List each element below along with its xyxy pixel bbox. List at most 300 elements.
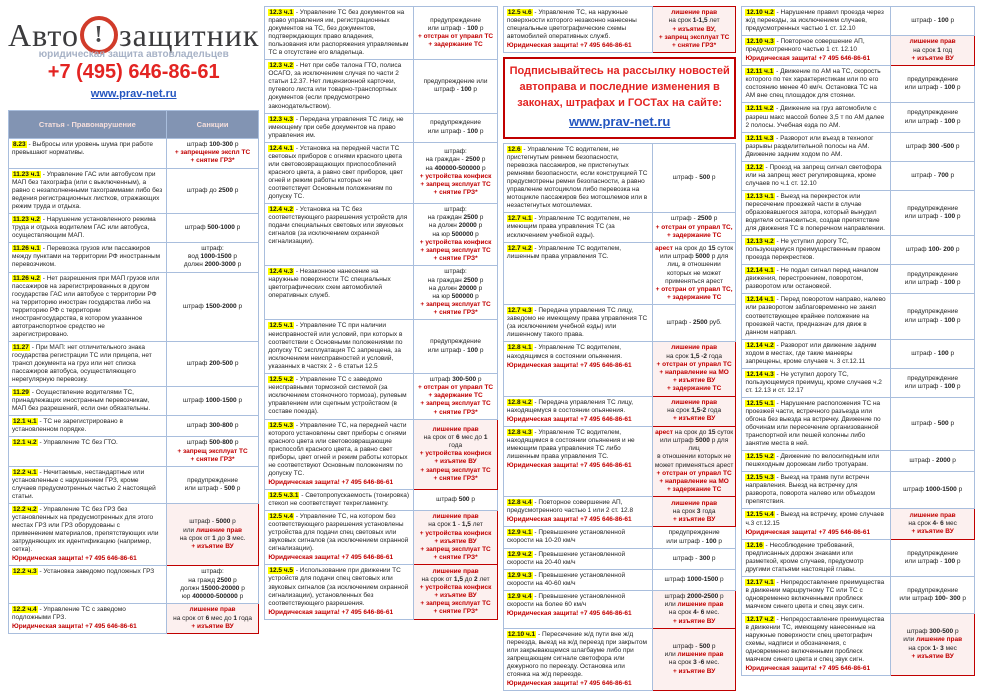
- sanction-line: или штраф - 100 р: [904, 213, 961, 220]
- violation-cell: 12.4 ч.2 - Установка на ТС без соответствующего разрешения устройств для подачи специальных световых или звуковых сигналов (за исключением охранной сигнализации).: [265, 204, 414, 266]
- sanction-cell: [414, 7, 498, 60]
- violation-cell: 12.14 ч.3 - Не уступил дорогу ТС, пользующемуся преимущ, кроме случаев ч.2 ст. 12.13 и ст. 12.17: [742, 368, 891, 397]
- sanction-cell: [414, 511, 498, 565]
- sanction-line: + задержание ТС: [428, 41, 483, 49]
- violation-cell: 12.5 ч.1 - Управление ТС при наличии неисправностей или условий, при которых в соответствии с Основными положениями по допуску ТС эксплуатация ТС запрещена, за исключением неисправностей и условий, указанных в частях 2 - 6 статьи 12.5: [265, 320, 414, 373]
- article-number: 12.15 ч.4: [746, 511, 774, 519]
- sanction-line: на срок 1,5 -2 года: [666, 352, 722, 360]
- sanction-line: на срок 1,5-2 года: [667, 407, 722, 415]
- violation-cell: 12.8 ч.3 - Управление ТС водителем, находящимся в состоянии опьянения и не имеющим права управления ТС либо лишенным права управления ТС. Юридическая защита! +7 495 646-86-61: [503, 426, 652, 497]
- sanction-cell: [414, 204, 498, 266]
- sanction-line: + снятие ГРЗ*: [433, 608, 478, 616]
- sanction-line: штраф - 500 р: [911, 419, 955, 427]
- article-number: 11.23 ч.1: [13, 170, 40, 178]
- sanction-line: в отношении которых не: [657, 453, 732, 461]
- sanction-cell: [891, 132, 975, 161]
- sanction-line: + запрещ эксплуат ТС: [420, 600, 491, 608]
- article-number: 12.2 ч.3: [13, 568, 37, 576]
- table-row: [265, 490, 498, 511]
- article-number: 12.5 ч.3.1: [269, 492, 299, 500]
- sanction-line: + изъятие ВУ: [911, 54, 954, 62]
- sanction-cell: [891, 161, 975, 190]
- article-number: 12.14 ч.1: [746, 296, 774, 304]
- sanction-line: на гражд 2500 р: [188, 576, 237, 584]
- fines-table-col3-top: [503, 6, 737, 53]
- sanction-cell: [166, 416, 259, 437]
- table-row: [503, 213, 736, 243]
- sanction-cell: [891, 339, 975, 368]
- table-row: [9, 242, 259, 272]
- sanction-line: + запрещ эксплуат ТС: [420, 301, 491, 309]
- table-row: [742, 397, 975, 450]
- sanction-line: предупреждение: [907, 586, 959, 594]
- legal-help-line: Юридическая защита! +7 495 646-86-61: [506, 610, 632, 618]
- sanction-line: штраф - 500 р: [672, 174, 716, 182]
- violation-cell: 12.15 ч.2 - Движение по велосипедным или пешеходным дорожкам либо тротуарам.: [742, 451, 891, 472]
- sanction-line: предупреждение: [907, 109, 959, 117]
- table-row: [503, 144, 736, 213]
- sanction-line: или штраф 100- 300 р: [899, 594, 966, 602]
- sanction-line: штраф - 2500 р: [670, 215, 718, 223]
- article-number: 12.10 ч.1: [507, 630, 536, 638]
- table-row: [265, 7, 498, 60]
- sanction-line: штраф:: [444, 206, 467, 214]
- table-row: [742, 509, 975, 539]
- sanction-line: или штраф - 100 р: [427, 127, 484, 135]
- sanction-line: или штраф 5000 р для лиц: [659, 436, 729, 453]
- sanction-cell: [891, 7, 975, 36]
- sanction-cell: [891, 265, 975, 294]
- sanction-line: на 400000-500000 р: [425, 164, 486, 172]
- article-number: 12.14 ч.1: [746, 267, 774, 275]
- column-header-article: Статья - Правонарушение: [9, 111, 167, 139]
- legal-help-line: Юридическая защита! +7 495 646-86-61: [12, 623, 137, 631]
- table-row: [742, 451, 975, 472]
- sanction-cell: [652, 7, 736, 53]
- fines-table-col2: [264, 6, 498, 620]
- sanction-line: или штраф - 100 р: [904, 279, 961, 287]
- sanction-line: + изъятие ВУ: [434, 458, 477, 466]
- sanction-line: + запрещ эксплуат ТС: [420, 545, 491, 553]
- violation-cell: 12.15 ч.3 - Выезд на трамв пути встречн направления. Выезд на встречку для разворота, поворота налево или объездом препятствия.: [742, 472, 891, 509]
- sanction-line: + отстран от управл ТС: [656, 469, 732, 477]
- fines-table: [264, 6, 498, 620]
- sanction-line: которых не может: [667, 269, 722, 277]
- article-number: 12.7 ч.3: [507, 307, 532, 315]
- article-number: 12.11 ч.2: [746, 105, 774, 113]
- article-number: 11.29: [13, 389, 29, 397]
- sanction-cell: [166, 387, 259, 416]
- sanction-cell: [166, 139, 259, 169]
- sanction-line: + изъятие ВУ: [672, 667, 716, 675]
- sanction-line: штраф - 100 р: [911, 16, 955, 24]
- sanction-cell: [166, 466, 259, 503]
- violation-cell: 11.29 - Осуществление водителями ТС, принадлежащих иностранным перевозчикам, МАП без разрешений, если они обязательны.: [9, 387, 167, 416]
- sanction-cell: [652, 497, 736, 527]
- article-number: 12.1 ч.1: [13, 418, 37, 426]
- sanction-line: + запрещ эксплуат ТС: [658, 33, 730, 41]
- newsletter-promo-link[interactable]: www.prav-net.ru: [568, 114, 671, 130]
- sanction-line: штраф - 100 р: [911, 349, 955, 357]
- sanction-line: + снятие ГРЗ*: [433, 309, 478, 317]
- sanction-line: лишение прав: [671, 398, 718, 406]
- table-row: [503, 497, 736, 527]
- table-row: [265, 60, 498, 113]
- legal-help-line: Юридическая защита! +7 495 646-86-61: [745, 665, 871, 673]
- sanction-line: или лишение прав: [903, 636, 963, 644]
- sanction-line: + запрещ эксплуат ТС: [420, 400, 491, 408]
- table-row: [503, 342, 736, 396]
- violation-cell: 12.17 ч.2 - Непредоставление преимущества в движении ТС, имеющему нанесенные на наружные поверхности спец цветографич схемы, надписи и обозначения, с одновременно включенными проблеск маячком синего цвета и спец звук сигн. Юридическая защита! +7 495 646-86-61: [742, 614, 891, 676]
- sanction-cell: [891, 236, 975, 265]
- violation-cell: 12.7 ч.1 - Управление ТС водителем, не имеющим права управления ТС (за исключением учебной езды).: [503, 213, 652, 243]
- sanction-line: + изъятие ВУ: [191, 542, 234, 550]
- violation-cell: 12.2 ч.1 - Нечитаемые, нестандартные или установленные с нарушением ГРЗ, кроме случаев предусмотренных частью 2 настоящей статьи.: [9, 466, 167, 503]
- table-row: [742, 66, 975, 103]
- table-row: [9, 604, 259, 634]
- article-number: 12.8 ч.3: [507, 428, 532, 436]
- newsletter-promo-text: Подписывайтесь на рассылку новостей автоправа и последние изменения в законах, штрафах и ГОСТах на сайте:: [509, 65, 730, 110]
- sanction-line: или штраф - 100 р: [427, 24, 484, 32]
- sanction-line: или лишение прав: [183, 526, 242, 534]
- sanction-line: + изъятие ВУ: [672, 377, 716, 385]
- sanction-line: арест на срок до 15 суток: [655, 428, 734, 436]
- sanction-line: штраф 300-800 р: [186, 422, 239, 430]
- violation-cell: 12.2 ч.3 - Установка заведомо подложных ГРЗ: [9, 566, 167, 604]
- sanction-line: + снятие ГРЗ*: [190, 157, 235, 165]
- violation-cell: 12.5 ч.3 - Управление ТС, на передней части которого установлены свет приборы с огнями красного цвета или световозвращающие приспособл красного цвета, а равно свет приборы, цвет огней и режим работы которых не соответствуют Основным положениям по допуску ТС. Юридическая защита! +7 495 646-86-61: [265, 419, 414, 489]
- sanction-line: предупреждение: [430, 16, 482, 24]
- table-row: [9, 341, 259, 386]
- sanction-line: + изъятие ВУ: [672, 415, 716, 423]
- sanction-line: + снятие ГРЗ*: [672, 41, 717, 49]
- violation-cell: 12.5 ч.6 - Управление ТС, на наружные поверхности которого незаконно нанесены специальные цветографические схемы автомобилей оперативных служб. Юридическая защита! +7 495 646-86-61: [503, 7, 652, 53]
- article-number: 12.1 ч.2: [13, 439, 37, 447]
- violation-cell: 12.9 ч.3 - Превышение установленной скорости на 40-60 км/ч: [503, 569, 652, 590]
- article-number: 12.14 ч.3: [746, 370, 774, 378]
- sanction-line: предупреждение: [430, 338, 482, 346]
- violation-cell: 12.2 ч.2 - Управление ТС без ГРЗ без установленных на предусмотренных для этого местах ГРЗ или ГРЗ оборудованы с применением материалов, препятствующих или затрудняющих их идентификацию (например, сетка). Юридическая защита! +7 495 646-86-61: [9, 504, 167, 566]
- sanction-line: на срок от 6 мес до 1 года: [423, 433, 488, 450]
- sanction-line: штраф до 2500 р: [186, 186, 239, 194]
- sanction-line: на срок 3 -6 мес.: [668, 659, 720, 667]
- legal-help-line: Юридическая защита! +7 495 646-86-61: [506, 679, 632, 687]
- sanction-line: на срок от 1,5 до 2 лет: [421, 575, 490, 583]
- phone-number: +7 (495) 646-86-61: [47, 61, 220, 83]
- violation-cell: 12.11 ч.1 - Движение по АМ на ТС, скорость которого по тех характеристикам или по его состоянию менее 40 км/ч. Остановка ТС на АМ вне спец площадок для стоянки.: [742, 66, 891, 103]
- violation-cell: 12.12 - Проезд на запрещ сигнал светофора или на запрещ жест регулировщика, кроме случаев по ч.1 ст. 12.10: [742, 161, 891, 190]
- table-row: [503, 548, 736, 569]
- fines-table: [503, 143, 737, 691]
- table-row: [9, 272, 259, 341]
- sanction-line: + устройства конфиск: [419, 450, 492, 458]
- violation-cell: 12.11 ч.3 - Разворот или въезд в технолог разрывы разделительной полосы на АМ. Движение задним ходом по АМ.: [742, 132, 891, 161]
- violation-cell: 12.6 - Управление ТС водителем, не пристегнутым ремнем безопасности, перевозка пассажиров, не пристегнутых ремнями безопасности, если конструкцией ТС предусмотрены ремни безопасности, а равно управление мотоциклом либо перевозка на мотоцикле пассажиров без мотошлемов или в незастегнутых мотошлемах.: [503, 144, 652, 213]
- sanction-line: предупреждение: [907, 549, 959, 557]
- violation-cell: 12.7 ч.3 - Передача управления ТС лицу, заведомо не имеющему права управления ТС (за исключением учебной езды) или лишенному такого права.: [503, 305, 652, 342]
- violation-cell: 11.27 - При МАП: нет отличительного знака государства регистрации ТС или прицепа, нет трансп документа на груз или нет списка пассажиров автобуса, осуществляющего нерегулярную перевозку.: [9, 341, 167, 386]
- violation-cell: 12.4 ч.1 - Установка на передней части ТС световых приборов с огнями красного цвета или световозвращающих приспособлений красного цвета, а равно свет приборов, цвет огней и режим работы которых не соответствует Основным положениям по допуску ТС.: [265, 142, 414, 203]
- article-number: 12.8 ч.4: [507, 499, 532, 507]
- sanction-line: штраф 1500-2000 р: [182, 302, 243, 310]
- article-number: 12.5 ч.6: [507, 9, 532, 16]
- sanction-line: + задержание ТС: [428, 392, 483, 400]
- sanction-cell: [166, 272, 259, 341]
- violation-cell: 12.10 ч.1 - Пересечение ж/д пути вне ж/д переезда, выезд на ж/д переезд при закрытом или закрывающемся шлагбауме либо при запрещающем сигнале светофора или дежурного по переезду. Остановка или стоянка на ж/д переезде. Юридическая защита! +7 495 646-86-61: [503, 628, 652, 690]
- fines-table: [8, 110, 259, 634]
- sanction-line: штраф:: [444, 268, 467, 276]
- article-number: 12.5 ч.2: [269, 375, 294, 383]
- table-row: [265, 142, 498, 203]
- sanction-line: штраф 1000-1500 р: [903, 486, 963, 494]
- table-row: [503, 569, 736, 590]
- sanction-line: на граждан 2500 р: [427, 276, 484, 284]
- sanction-line: вод 1000-1500 р: [188, 253, 238, 261]
- violation-cell: 12.1 ч.2 - Управление ТС без ГТО.: [9, 437, 167, 467]
- article-number: 12.7 ч.2: [507, 244, 532, 252]
- table-row: [9, 437, 259, 467]
- violation-cell: 12.7 ч.2 - Управление ТС водителем, лишенным права управления ТС.: [503, 242, 652, 304]
- sanction-line: или штраф - 100 р: [904, 316, 961, 324]
- article-number: 12.8 ч.1: [507, 344, 532, 352]
- table-row: [742, 7, 975, 36]
- sanction-line: или штраф 5000 р для: [659, 253, 729, 261]
- sanction-line: на граждан 2500 р: [427, 214, 484, 222]
- sanction-cell: [414, 60, 498, 113]
- sanction-line: + снятие ГРЗ*: [190, 455, 235, 463]
- sanction-line: штраф - 300 р: [672, 554, 716, 562]
- sanction-line: лишение прав: [432, 513, 479, 521]
- article-number: 12.9 ч.2: [507, 550, 532, 558]
- sanction-cell: [891, 472, 975, 509]
- table-row: [9, 139, 259, 169]
- violation-cell: 12.9 ч.2 - Превышение установленной скорости на 20-40 км/ч: [503, 548, 652, 569]
- article-number: 12.13 ч.1: [746, 192, 774, 200]
- sanction-cell: [414, 419, 498, 489]
- table-row: [265, 373, 498, 419]
- legal-help-line: Юридическая защита! +7 495 646-86-61: [506, 461, 632, 469]
- legal-help-line: Юридическая защита! +7 495 646-86-61: [506, 415, 632, 423]
- sanction-line: лишение прав: [189, 606, 236, 614]
- table-row: [9, 466, 259, 503]
- sanction-line: предупреждение или: [423, 78, 488, 86]
- violation-cell: 12.8 ч.4 - Повторное совершение АП, предусмотренного частью 1 или 2 ст. 12.8 Юридическая защита! +7 495 646-86-61: [503, 497, 652, 527]
- legal-help-line: Юридическая защита! +7 495 646-86-61: [268, 608, 394, 616]
- sanction-line: + изъятие ВУ: [434, 592, 477, 600]
- article-number: 12.15 ч.3: [746, 474, 774, 482]
- exclamation-circle-icon: !: [80, 16, 118, 54]
- sanction-line: предупреждение: [907, 76, 959, 84]
- sanction-line: + отстран от управл ТС: [418, 33, 494, 41]
- legal-help-line: Юридическая защита! +7 495 646-86-61: [268, 479, 394, 487]
- sanction-line: предупреждение: [907, 308, 959, 316]
- sanction-line: + снятие ГРЗ*: [433, 408, 478, 416]
- article-number: 12.6: [507, 146, 521, 154]
- sanction-line: + направление на МО: [659, 477, 729, 485]
- legal-help-line: Юридическая защита! +7 495 646-86-61: [268, 554, 394, 562]
- sanction-line: должн 2000-3000 р: [183, 261, 242, 269]
- logo-text-right: защитник: [118, 17, 260, 53]
- table-row: [742, 103, 975, 132]
- table-row: [265, 565, 498, 619]
- article-number: 12.15 ч.2: [746, 453, 774, 461]
- website-link[interactable]: www.prav-net.ru: [90, 88, 177, 100]
- sanction-line: или штраф - 500 р: [184, 485, 241, 492]
- sanction-line: предупреждение: [907, 204, 959, 212]
- article-number: 12.4 ч.2: [269, 206, 294, 214]
- sanction-cell: [414, 373, 498, 419]
- sanction-cell: [166, 437, 259, 467]
- sanction-line: лишение прав: [909, 38, 956, 46]
- sanction-cell: [652, 426, 736, 497]
- sanction-cell: [891, 36, 975, 66]
- article-number: 12.9 ч.1: [507, 529, 532, 537]
- article-number: 12.11 ч.1: [746, 68, 774, 76]
- sanction-line: или штраф - 100 р: [666, 537, 722, 545]
- sanction-line: предупреждение: [187, 476, 238, 484]
- sanction-line: + задержание ТС: [666, 231, 722, 239]
- sanction-line: штраф - 100 р: [434, 86, 477, 94]
- sanction-line: на срок 4- 6 мес: [908, 519, 957, 527]
- table-row: [9, 387, 259, 416]
- sanction-cell: [652, 144, 736, 213]
- article-number: 11.27: [13, 343, 29, 351]
- violation-cell: 11.23 ч.1 - Управление ГАС или автобусом при МАП без тахографа (или с выключенным), а равно с незаполненными тахограммами либо без ведения регистрационных листков, отражающих режим труда и отдыха.: [9, 168, 167, 213]
- sanction-line: штраф 500 р: [436, 496, 475, 504]
- sanction-line: + изъятие ВУ: [672, 515, 716, 523]
- violation-cell: 12.13 ч.2 - Не уступил дорогу ТС, пользующемуся преимущественным правом проезда перекрестков.: [742, 236, 891, 265]
- sanction-cell: [652, 213, 736, 243]
- table-row: [265, 419, 498, 489]
- legal-help-line: Юридическая защита! +7 495 646-86-61: [745, 528, 871, 536]
- article-number: 11.23 ч.2: [13, 215, 40, 223]
- table-row: [9, 168, 259, 213]
- sanction-cell: [891, 368, 975, 397]
- sanction-line: + запрещ эксплуат ТС: [420, 246, 491, 254]
- violation-cell: 12.14 ч.2 - Разворот или движение задним ходом в местах, где такие маневры запрещены, кроме случаев ч. 3 ст.12.11: [742, 339, 891, 368]
- sanction-line: лишение прав: [671, 9, 718, 17]
- column-header-sanction: Санкции: [166, 111, 259, 139]
- newsletter-promo: [503, 57, 737, 139]
- sanction-line: на срок 1 год: [913, 46, 953, 54]
- sanction-line: штраф 200-500 р: [186, 359, 239, 367]
- sanction-line: + запрещ эксплуат ТС: [420, 181, 491, 189]
- sanction-line: может применяться арест: [654, 461, 734, 469]
- article-number: 12.5 ч.1: [269, 322, 294, 330]
- violation-cell: 12.3 ч.1 - Управление ТС без документов на право управления им, регистрационных документов на ТС, без документов, подтверждающих право владения, пользования или распоряжения управляемым ТС в отсутствие его владельца.: [265, 7, 414, 60]
- table-row: [742, 614, 975, 676]
- sanction-cell: [891, 451, 975, 472]
- sanction-cell: [414, 490, 498, 511]
- violation-cell: 12.2 ч.4 - Управление ТС с заведомо подложными ГРЗ. Юридическая защита! +7 495 646-86-61: [9, 604, 167, 634]
- sanction-line: + отстран от управл ТС: [418, 383, 494, 391]
- sanction-line: + задержание ТС: [666, 385, 722, 393]
- sanction-cell: [652, 396, 736, 426]
- sanction-line: штраф - 2000 р: [909, 457, 956, 465]
- violation-cell: 12.1 ч.1 - ТС не зарегистрировано в установленном порядке.: [9, 416, 167, 437]
- table-row: [742, 339, 975, 368]
- column-4: [741, 6, 975, 676]
- violation-cell: 12.11 ч.2 - Движение на груз автомобиле с разреш макс массой более 3,5 т по АМ далее 2 полосы. Учебная езда по АМ.: [742, 103, 891, 132]
- violation-cell: 12.3 ч.2 - Нет при себе талона ГТО, полиса ОСАГО, за исключением случая по части 2 статьи 12.37. Нет лицензионной карточки, путевого листа или товарно-транспортных документов (если предусмотрено законодательством).: [265, 60, 414, 113]
- sanction-cell: [414, 266, 498, 320]
- violation-cell: 12.16 - Несоблюдение требований, предписанных дорожн знаками или разметкой, кроме случаев, предусмотр другими статьями настоящей главы.: [742, 539, 891, 576]
- violation-cell: 12.3 ч.3 - Передача управления ТС лицу, не имеющему при себе документов на право управления им.: [265, 113, 414, 142]
- sanction-cell: [414, 565, 498, 619]
- logo-subtitle: юридическая защита автовладельцев: [38, 49, 229, 60]
- sanction-line: на срок 1-1,5 лет: [668, 17, 720, 25]
- table-row: [9, 213, 259, 242]
- logo-text-left: Авто: [8, 17, 79, 53]
- sanction-line: на срок 1 - 1,5 лет: [428, 521, 483, 529]
- sanction-cell: [166, 604, 259, 634]
- sanction-line: или штраф - 100 р: [904, 117, 961, 125]
- article-number: 12.10 ч.3: [746, 38, 774, 46]
- column-3: [503, 6, 737, 691]
- sanction-line: на срок от 6 мес до 1 года: [173, 614, 252, 622]
- sanction-cell: [414, 320, 498, 373]
- sanction-cell: [166, 242, 259, 272]
- sanction-cell: [891, 509, 975, 539]
- violation-cell: 12.15 ч.4 - Выезд на встречку, кроме случаев ч.3 ст.12.15 Юридическая защита! +7 495 646-86-61: [742, 509, 891, 539]
- violation-cell: 12.8 ч.1 - Управление ТС водителем, находящимся в состоянии опьянения. Юридическая защита! +7 495 646-86-61: [503, 342, 652, 396]
- sanction-cell: [891, 190, 975, 235]
- sanction-line: + устройства конфиск: [419, 583, 492, 591]
- article-number: 12.7 ч.1: [507, 215, 532, 223]
- violation-cell: 12.17 ч.1 - Непредоставление преимущества в движении маршрутному ТС или ТС с одновременно включенными проблеск маячком синего цвета и спец звук сигн.: [742, 576, 891, 613]
- article-number: 11.26 ч.1: [13, 244, 40, 252]
- sanction-line: + отстран от управл ТС,: [655, 285, 733, 293]
- sanction-line: лишение прав: [432, 425, 479, 433]
- sanction-line: + изъятие ВУ,: [672, 25, 716, 33]
- sanction-cell: [652, 548, 736, 569]
- sanction-line: лишение прав: [909, 511, 956, 519]
- article-number: 12.2 ч.1: [13, 468, 37, 476]
- sanction-line: штраф 2000-2500 р: [664, 592, 724, 600]
- article-number: 12.16: [746, 541, 763, 549]
- sanction-line: + устройства конфиск: [419, 172, 492, 180]
- table-row: [9, 566, 259, 604]
- sanction-cell: [891, 103, 975, 132]
- sanction-cell: [166, 504, 259, 566]
- sanction-line: на срок 4- 6 мес.: [668, 609, 720, 617]
- article-number: 12.8 ч.2: [507, 398, 532, 406]
- sanction-line: на срок 1- 3 мес: [908, 644, 957, 652]
- sanction-cell: [414, 142, 498, 203]
- article-number: 12.3 ч.3: [269, 115, 294, 123]
- table-row: [742, 132, 975, 161]
- table-row: [503, 527, 736, 548]
- sanction-line: лишение прав: [671, 344, 718, 352]
- sanction-line: + изъятие ВУ: [911, 652, 954, 660]
- violation-cell: 11.26 ч.2 - Нет разрешения при МАП грузов или пассажиров на зарегистрированных в другом государстве ГАС или автобусе с территории РФ на территорию иностран государства либо на территорию РФ с территории инострангосударства, в котором указанное автотранспортное средство не зарегистрировано.: [9, 272, 167, 341]
- article-number: 8.23: [13, 141, 26, 148]
- table-row: [742, 472, 975, 509]
- sanction-line: + изъятие ВУ: [191, 622, 234, 630]
- sanction-line: предупреждение: [907, 374, 959, 382]
- sanction-line: штраф:: [201, 244, 224, 252]
- sanction-line: + изъятие ВУ: [672, 617, 716, 625]
- legal-help-line: Юридическая защита! +7 495 646-86-61: [745, 55, 871, 63]
- violation-cell: 12.4 ч.3 - Незаконное нанесение на наружные поверхности ТС специальных цветографических схем автомобилей оперативных служб.: [265, 266, 414, 320]
- sanction-line: на срок от 1 до 3 мес.: [179, 534, 246, 542]
- article-number: 12.17 ч.2: [746, 616, 774, 623]
- sanction-line: на должн 20000 р: [428, 222, 483, 230]
- violation-cell: 11.23 ч.2 - Нарушение установленного режима труда и отдыха водителем ГАС или автобуса, осуществляющим МАП.: [9, 213, 167, 242]
- sanction-cell: [166, 168, 259, 213]
- table-row: [742, 294, 975, 339]
- table-row: [742, 576, 975, 613]
